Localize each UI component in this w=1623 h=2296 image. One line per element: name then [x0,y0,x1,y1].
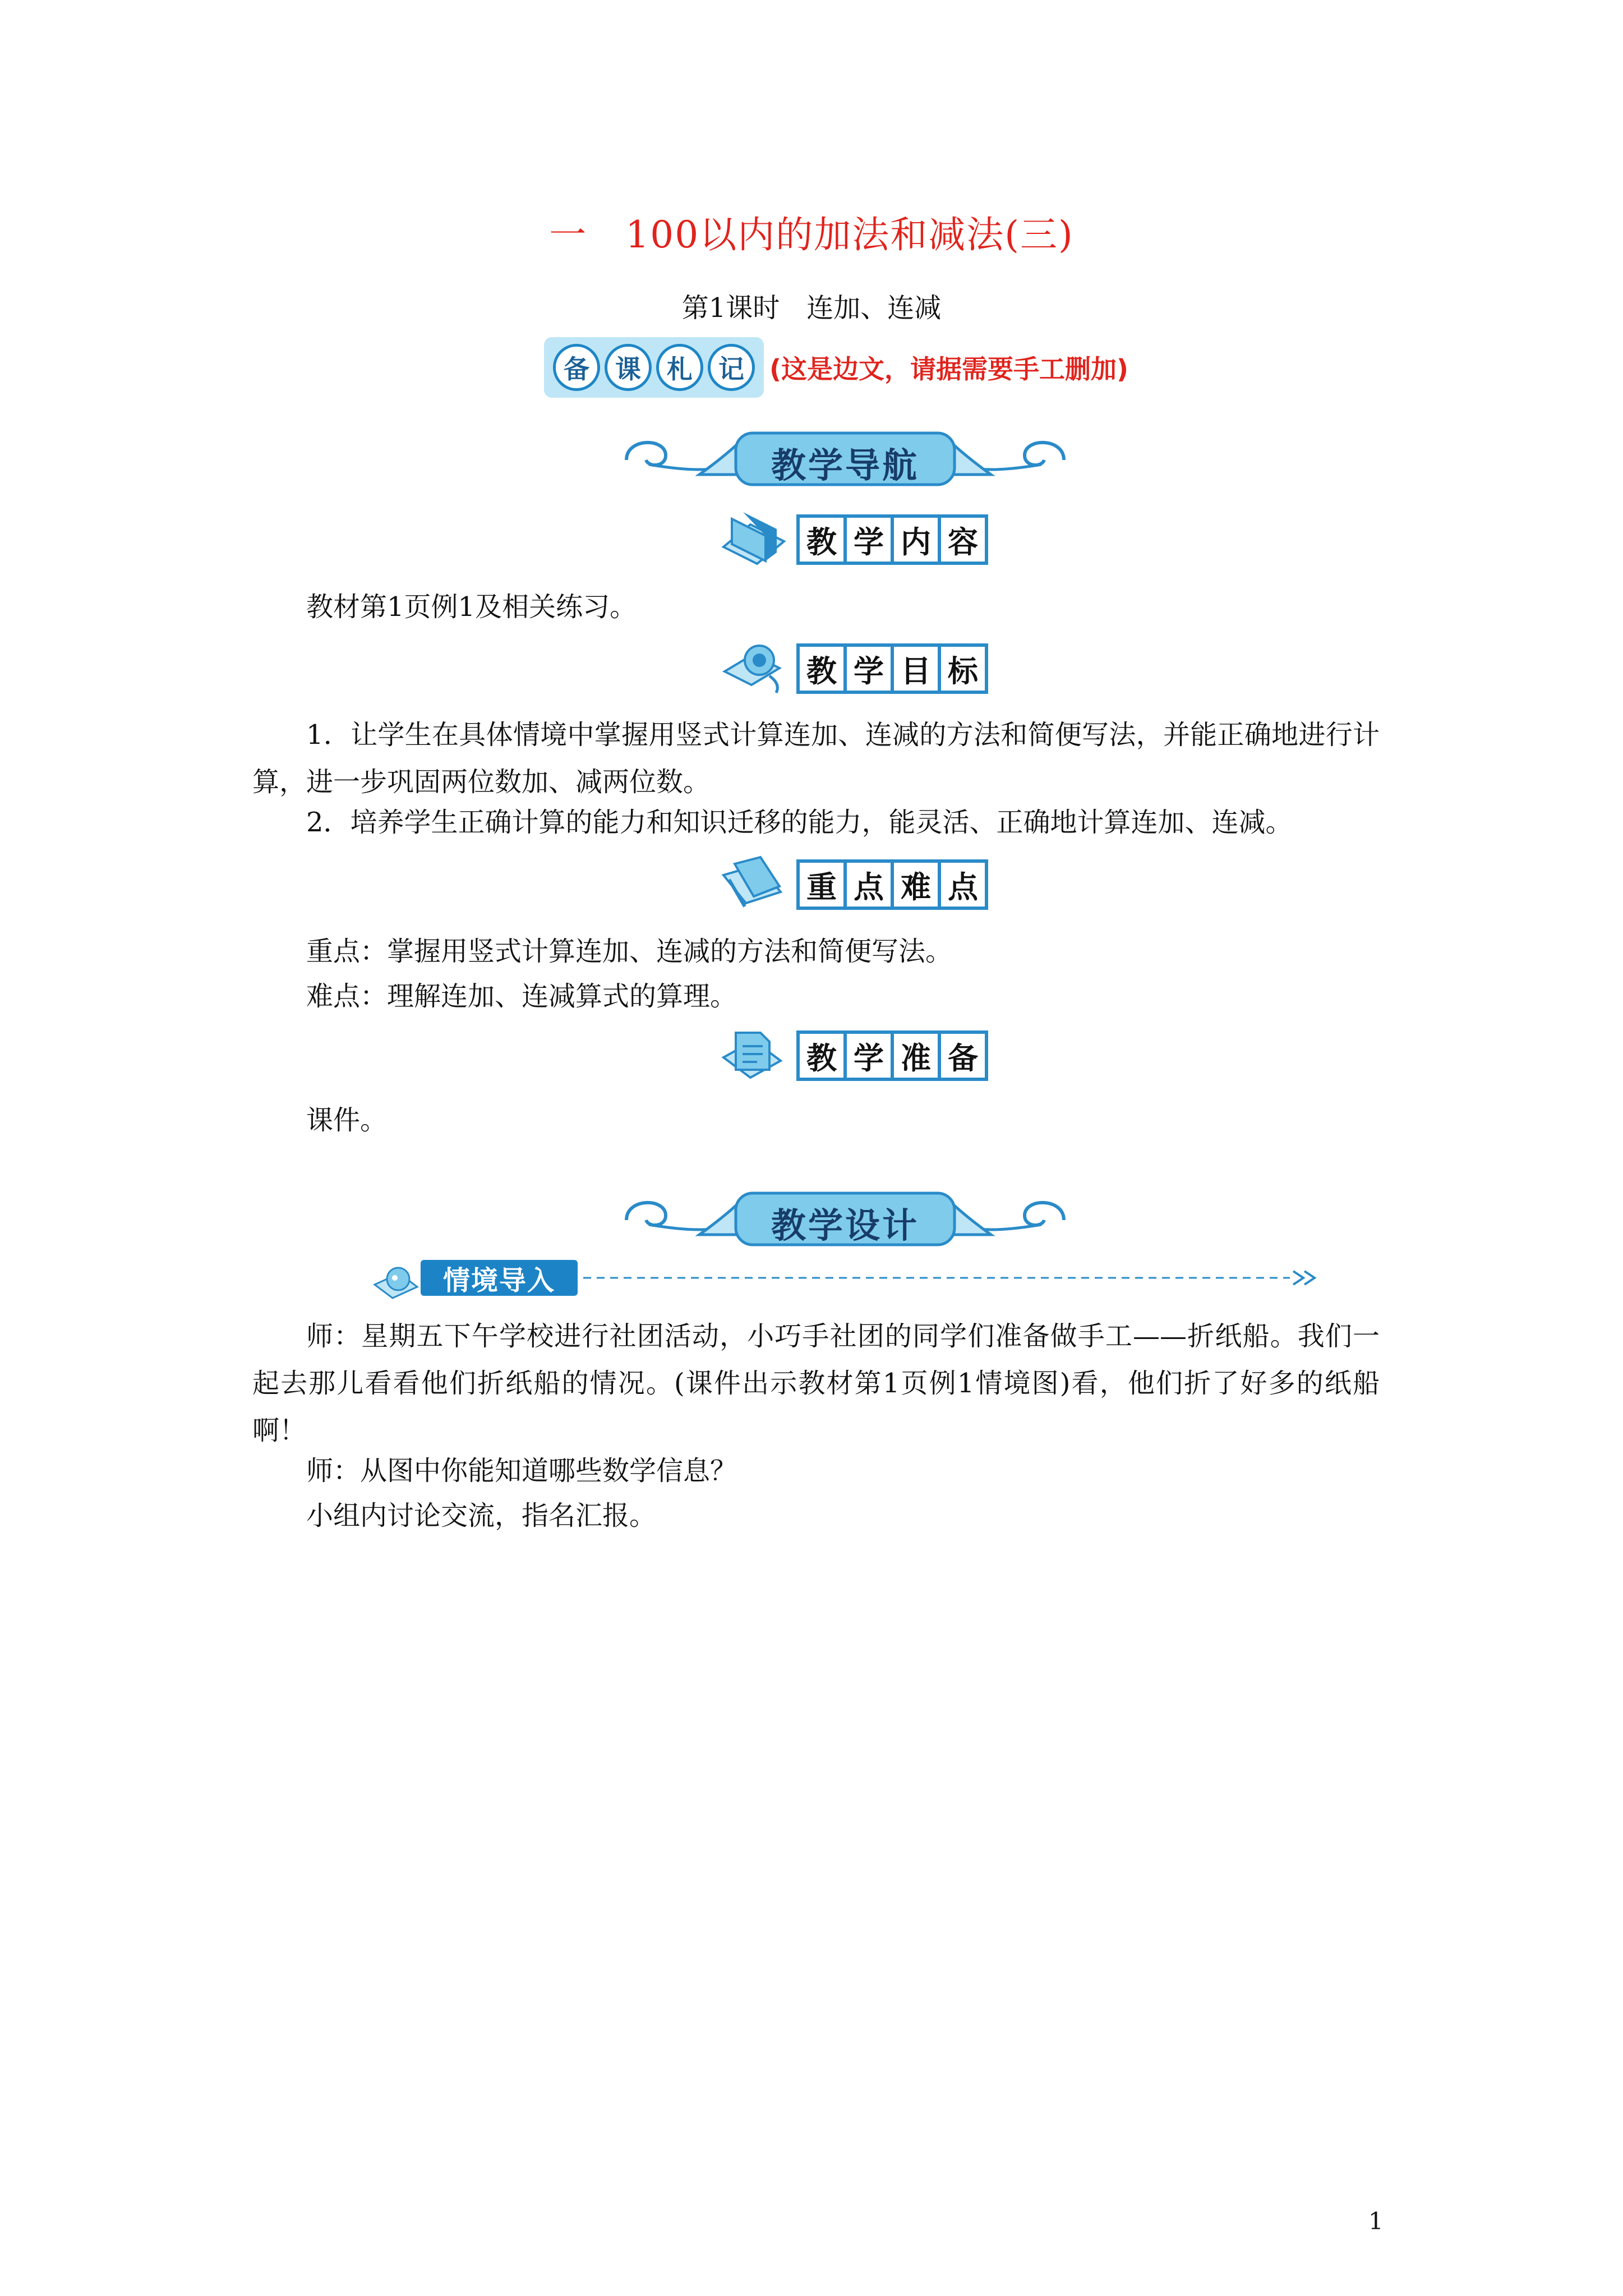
note-badge-char: 备 [553,344,600,391]
heading-char: 重 [796,859,847,910]
heading-char: 学 [843,1030,894,1081]
heading-char: 点 [938,859,988,910]
content-text: 教材第1页例1及相关练习。 [306,591,637,623]
folder-icon [718,853,791,914]
banner-label: 教学导航 [771,445,919,486]
banner-teaching-design [615,1181,1075,1259]
goal-item-1: 1．让学生在具体情境中掌握用竖式计算连加、连减的方法和简便写法，并能正确地进行计算，进一步巩固两位数加、减两位数。 [252,719,1380,798]
difficult-point-text: 难点：理解连加、连减算式的算理。 [306,981,737,1012]
heading-char: 学 [843,514,894,565]
goal-item-2: 2．培养学生正确计算的能力和知识迁移的能力，能灵活、正确地计算连加、连减。 [306,807,1293,838]
banner-label: 教学设计 [771,1205,919,1246]
note-badge-char: 札 [656,344,703,391]
document-icon [718,1024,791,1085]
heading-char: 点 [843,859,894,910]
note-badge-char: 记 [708,344,755,391]
design-paragraph-1: 师：星期五下午学校进行社团活动，小巧手社团的同学们准备做手工——折纸船。我们一起去那儿看看他们折纸船的情况。(课件出示教材第1页例1情境图)看，他们折了好多的纸船啊！ [252,1320,1380,1446]
lesson-note [544,337,1128,398]
heading-char: 内 [891,514,941,565]
note-text: (这是边文，请据需要手工删加) [769,354,1129,384]
banner-teaching-nav [615,421,1075,499]
page-number: 1 [1368,2207,1384,2235]
heading-char: 容 [938,514,988,565]
prep-text: 课件。 [306,1105,388,1136]
intro-subheading [370,1251,1324,1307]
note-badge-char: 课 [605,344,652,391]
section-heading [796,1030,988,1081]
key-point-text: 重点：掌握用竖式计算连加、连减的方法和简便写法。 [306,936,953,967]
chapter-title: 一 100以内的加法和减法(三) [549,213,1074,256]
heading-char: 教 [796,1030,847,1081]
section-heading [796,643,988,694]
heading-char: 教 [796,514,847,565]
heading-char: 学 [843,643,894,694]
lesson-subtitle: 第1课时 连加、连减 [681,292,942,324]
heading-char: 备 [938,1030,988,1081]
heading-char: 难 [891,859,941,910]
design-paragraph-3: 小组内讨论交流，指名汇报。 [306,1500,657,1531]
heading-char: 目 [891,643,941,694]
target-icon [718,637,791,698]
design-paragraph-2: 师：从图中你能知道哪些数学信息？ [306,1455,737,1487]
section-heading [796,514,988,565]
section-heading [796,859,988,910]
heading-char: 标 [938,643,988,694]
intro-tag: 情境导入 [421,1260,578,1296]
note-badge [544,337,764,398]
heading-char: 教 [796,643,847,694]
heading-char: 准 [891,1030,941,1081]
book-icon [718,508,791,569]
